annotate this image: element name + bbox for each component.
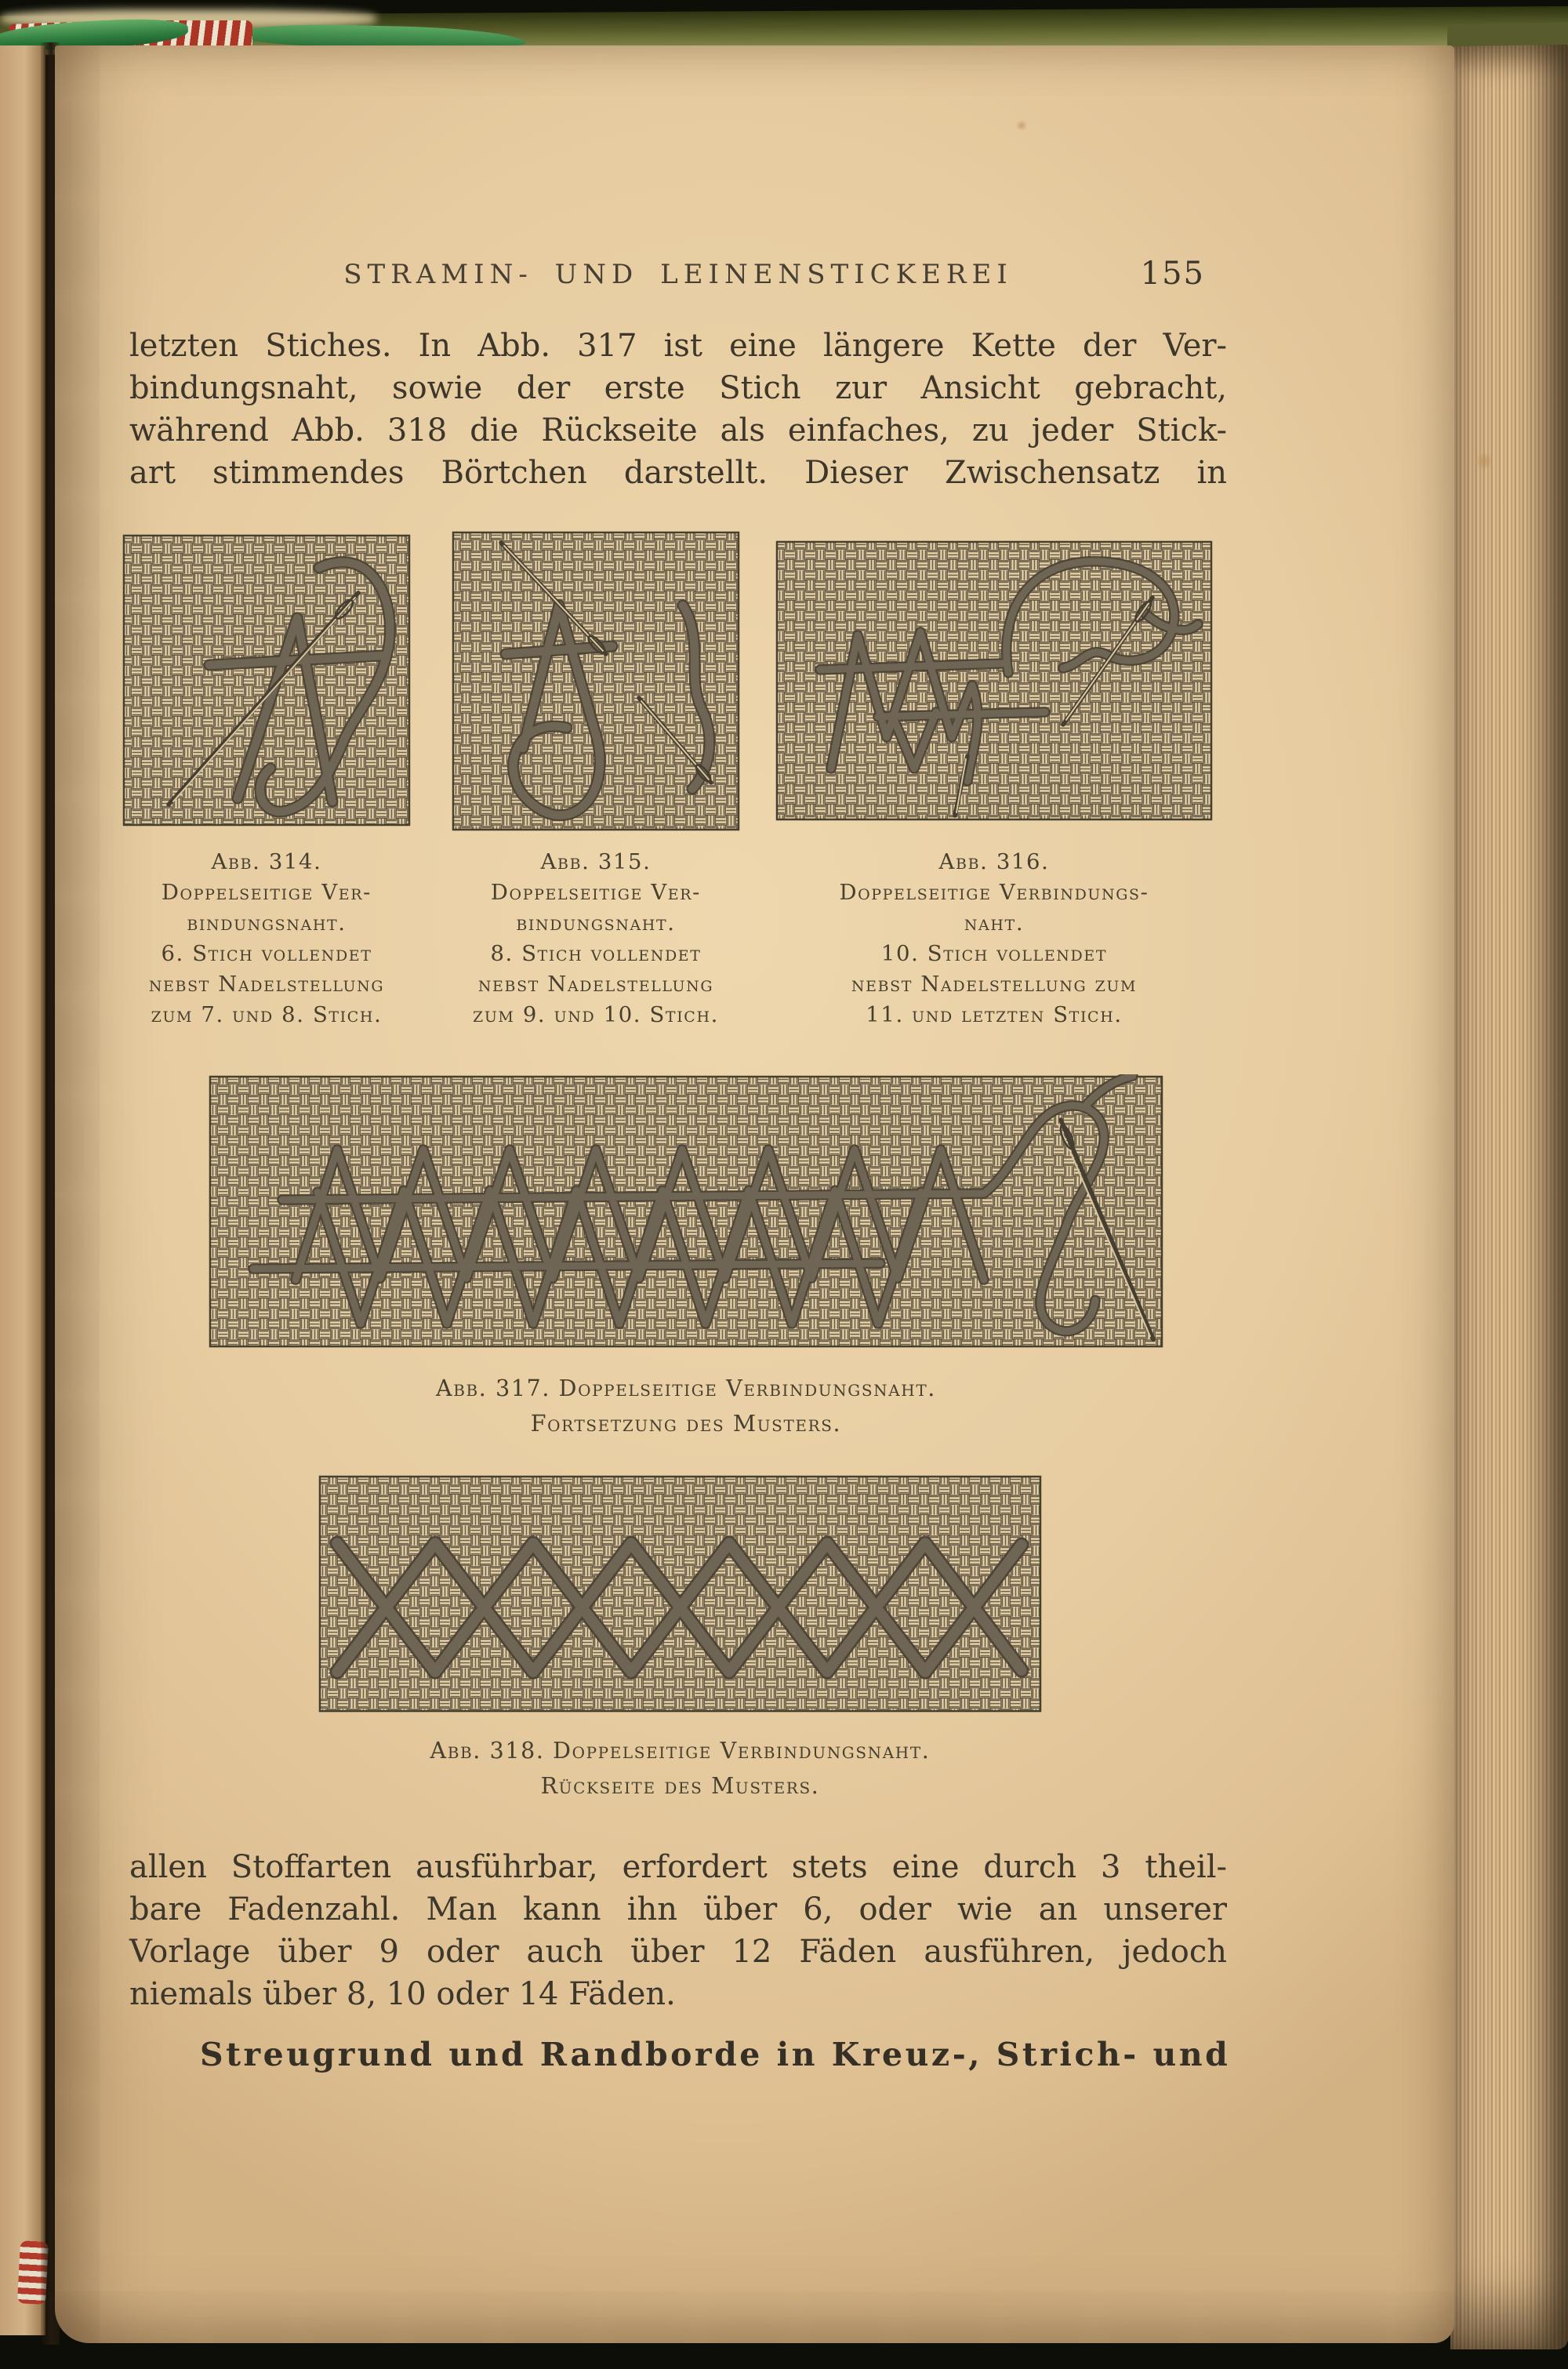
caption-line: 11. und letzten Stich.: [866, 1002, 1123, 1027]
caption-line: Abb. 317. Doppelseitige Verbindungsnaht.: [436, 1375, 936, 1401]
fore-edge-page-stack: [1450, 41, 1568, 2349]
text-line: art stimmendes Börtchen darstellt. Dieser Zwischensatz in: [129, 455, 1227, 491]
engraving-canvas-317: [208, 1074, 1164, 1349]
caption-line: nebst Nadelstellung zum: [851, 972, 1138, 997]
caption-line: nebst Nadelstellung: [148, 972, 385, 997]
figure-abb-316: [775, 540, 1214, 822]
caption-line: 6. Stich vollendet: [161, 941, 372, 966]
text-line: Vorlage über 9 oder auch über 12 Fäden ausführen, jedoch: [129, 1934, 1227, 1970]
caption-abb-316: [775, 847, 1214, 1030]
caption-line: Abb. 318. Doppelseitige Verbindungsnaht.: [430, 1738, 931, 1764]
book-cover-corner: [1447, 23, 1568, 47]
text-line: während Abb. 318 die Rückseite als einfaches, zu jeder Stick-: [129, 412, 1227, 449]
engraving-canvas-316: [775, 540, 1214, 822]
text-line: bindungsnaht, sowie der erste Stich zur Ansicht gebracht,: [129, 370, 1227, 406]
running-head: [129, 256, 1227, 298]
text-line: letzten Stiches. In Abb. 317 ist eine längere Kette der Ver-: [129, 328, 1227, 364]
caption-line: Rückseite des Musters.: [540, 1773, 820, 1799]
book-page: [55, 45, 1454, 2343]
paragraph-bottom: [129, 1846, 1227, 2015]
caption-abb-317: [208, 1371, 1164, 1441]
caption-line: naht.: [964, 910, 1025, 936]
engraving-canvas-314: [122, 533, 412, 827]
left-page-edge: [0, 45, 45, 2335]
caption-line: zum 7. und 8. Stich.: [151, 1002, 383, 1027]
caption-line: nebst Nadelstellung: [477, 972, 714, 997]
paper-stain: [1015, 120, 1028, 131]
caption-line: zum 9. und 10. Stich.: [473, 1002, 719, 1027]
figure-abb-315: [451, 530, 741, 832]
text-line: niemals über 8, 10 oder 14 Fäden.: [129, 1976, 676, 2012]
caption-line: Abb. 314.: [211, 849, 322, 874]
caption-line: Abb. 316.: [938, 849, 1050, 874]
figure-abb-317: [208, 1074, 1164, 1349]
text-line: bare Fadenzahl. Man kann ihn über 6, oder wie an unserer: [129, 1891, 1227, 1928]
caption-line: Abb. 315.: [540, 849, 652, 874]
running-title: STRAMIN- UND LEINENSTICKEREI: [343, 259, 1013, 290]
caption-line: 8. Stich vollendet: [490, 941, 702, 966]
text-line: allen Stoffarten ausführbar, erfordert stets eine durch 3 theil-: [129, 1849, 1227, 1885]
bold-heading-line: Streugrund und Randborde in Kreuz-, Strich- und: [200, 2036, 1231, 2073]
caption-line: 10. Stich vollendet: [880, 941, 1108, 966]
caption-line: bindungsnaht.: [187, 910, 347, 936]
engraving-canvas-318: [318, 1474, 1043, 1713]
figure-abb-318: [318, 1474, 1043, 1713]
caption-line: Doppelseitige Ver-: [490, 880, 702, 905]
caption-line: bindungsnaht.: [516, 910, 676, 936]
page-number: 155: [1140, 256, 1205, 292]
caption-line: Doppelseitige Ver-: [161, 880, 372, 905]
caption-abb-318: [318, 1733, 1043, 1804]
caption-abb-315: [451, 847, 741, 1030]
caption-abb-314: [122, 847, 412, 1030]
engraving-canvas-315: [451, 530, 741, 832]
caption-line: Doppelseitige Verbindungs-: [839, 880, 1149, 905]
figure-abb-314: [122, 533, 412, 827]
paragraph-top: [129, 325, 1227, 494]
caption-line: Fortsetzung des Musters.: [530, 1411, 842, 1437]
